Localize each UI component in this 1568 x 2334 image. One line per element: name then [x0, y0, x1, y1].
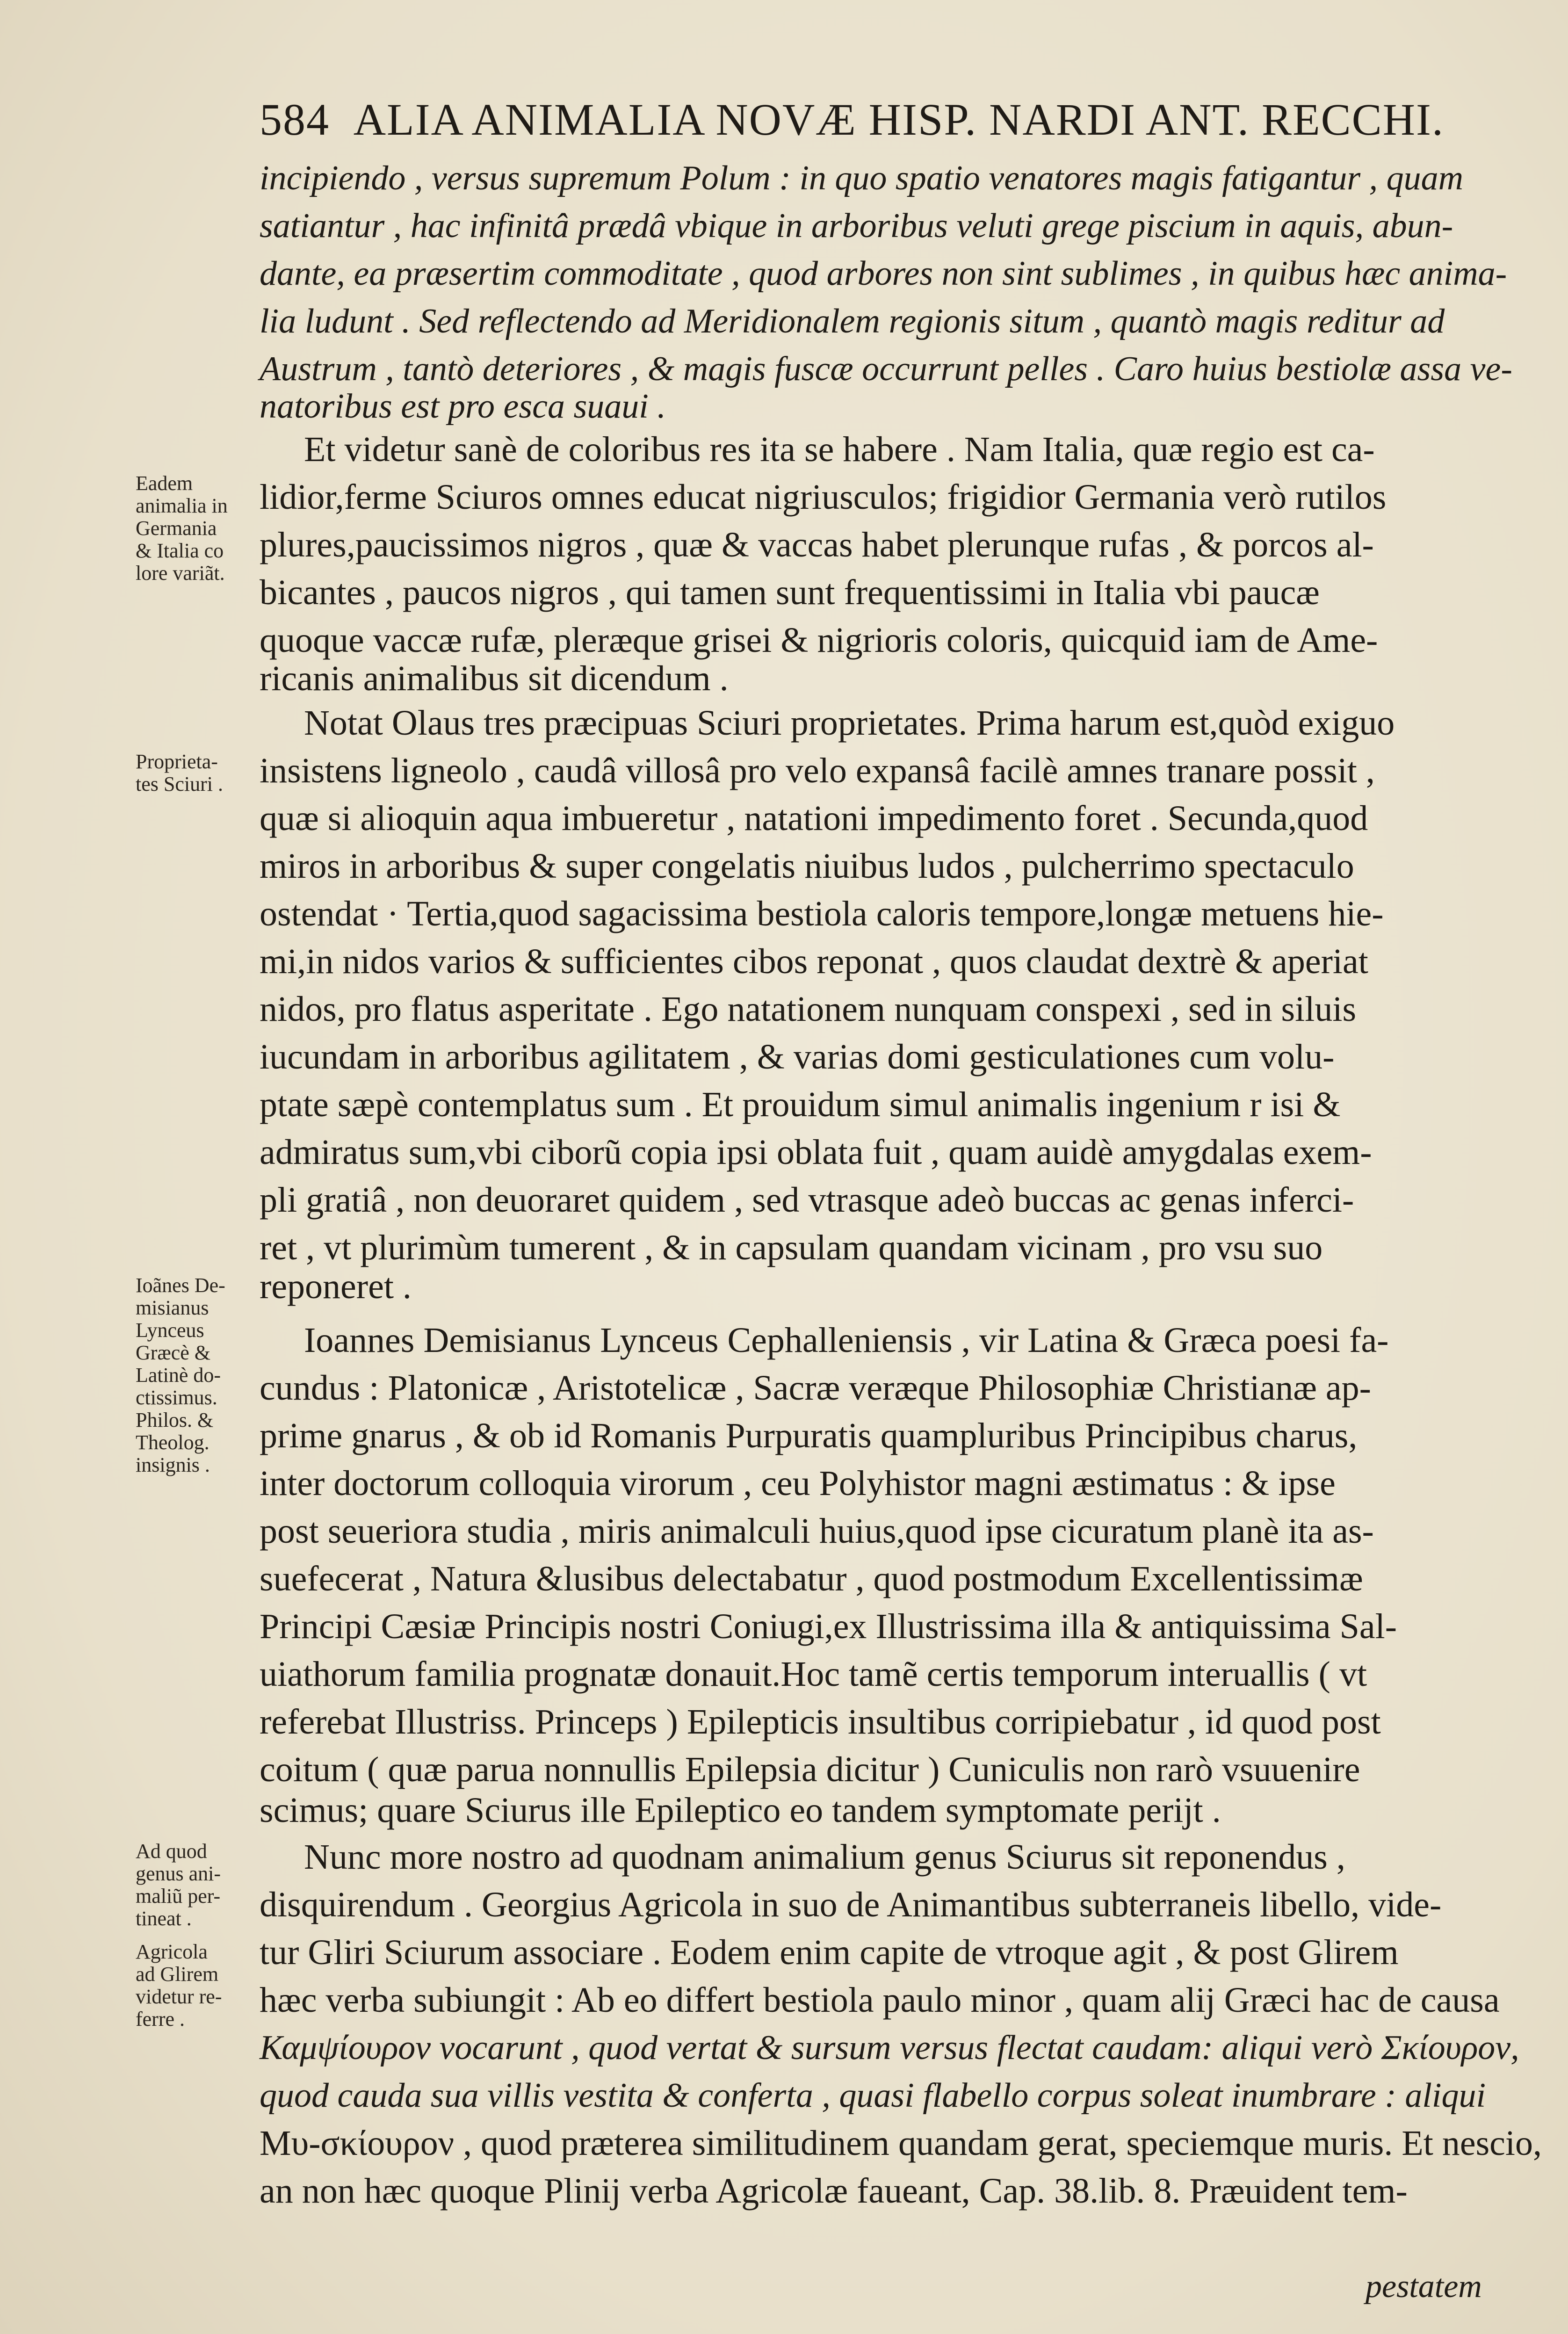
text-line: quæ si alioquin aqua imbueretur , natationi impedimento foret . Secunda,quod — [260, 799, 1368, 838]
margin-note-line: Philos. & — [136, 1409, 214, 1431]
text-line: scimus; quare Sciurus ille Epileptico eo tandem symptomate perijt . — [260, 1791, 1221, 1830]
text-line: satiantur , hac infinitâ prædâ vbique in arboribus veluti grege piscium in aquis, abun- — [260, 207, 1453, 245]
running-header — [260, 94, 1452, 145]
margin-note-line: Ad quod — [136, 1840, 207, 1863]
margin-note-line: insignis . — [136, 1453, 210, 1476]
catchword: pestatem — [1366, 2269, 1482, 2305]
margin-note-line: lore variãt. — [136, 562, 225, 585]
margin-note-line: Eadem — [136, 472, 193, 495]
margin-note-line: maliũ per- — [136, 1885, 221, 1908]
text-line: Nunc more nostro ad quodnam animalium genus Sciurus sit reponendus , — [304, 1837, 1345, 1877]
margin-note-line: Agricola — [136, 1940, 208, 1963]
text-line: bicantes , paucos nigros , qui tamen sunt frequentissimi in Italia vbi paucæ — [260, 573, 1320, 612]
page-number: 584 — [260, 94, 330, 145]
text-line: quod cauda sua villis vestita & conferta , quasi flabello corpus soleat inumbrare : aliqui — [260, 2076, 1486, 2115]
text-line: disquirendum . Georgius Agricola in suo de Animantibus subterraneis libello, vide- — [260, 1885, 1442, 1924]
text-line: iucundam in arboribus agilitatem , & varias domi gesticulationes cum volu- — [260, 1037, 1335, 1077]
text-line: miros in arboribus & super congelatis niuibus ludos , pulcherrimo spectaculo — [260, 846, 1354, 886]
margin-note-line: Proprieta- — [136, 750, 218, 773]
text-line: pli gratiâ , non deuoraret quidem , sed vtrasque adeò buccas ac genas inferci- — [260, 1180, 1354, 1220]
text-line: quoque vaccæ rufæ, pleræque grisei & nigrioris coloris, quicquid iam de Ame- — [260, 621, 1378, 660]
margin-note-line: genus ani- — [136, 1862, 221, 1885]
text-line: plures,paucissimos nigros , quæ & vaccas habet plerunque rufas , & porcos al- — [260, 525, 1374, 564]
text-line: Μυ-σκίουρον , quod præterea similitudinem quandam gerat, speciemque muris. Et nescio, — [260, 2124, 1542, 2163]
text-line: inter doctorum colloquia virorum , ceu Polyhistor magni æstimatus : & ipse — [260, 1464, 1336, 1503]
text-line: suefecerat , Natura &lusibus delectabatur , quod postmodum Excellentissimæ — [260, 1559, 1363, 1598]
margin-note-line: tes Sciuri . — [136, 773, 223, 795]
text-line: tur Gliri Sciurum associare . Eodem enim capite de vtroque agit , & post Glirem — [260, 1933, 1399, 1972]
text-line: dante, ea præsertim commoditate , quod arbores non sint sublimes , in quibus hæc anima- — [260, 254, 1507, 293]
margin-note-colors — [136, 472, 262, 585]
margin-note-line: animalia in — [136, 494, 228, 517]
text-line: lia ludunt . Sed reflectendo ad Meridionalem regionis situm , quantò magis reditur ad — [260, 302, 1445, 340]
margin-note-demisianus — [136, 1274, 262, 1476]
text-line: incipiendo , versus supremum Polum : in quo spatio venatores magis fatigantur , quam — [260, 159, 1464, 197]
margin-note-line: ad Glirem — [136, 1963, 219, 1986]
text-line: reponeret . — [260, 1267, 412, 1306]
margin-note-line: misianus — [136, 1296, 209, 1319]
text-line: Ioannes Demisianus Lynceus Cephalleniensis , vir Latina & Græca poesi fa- — [304, 1321, 1389, 1360]
margin-note-line: Germania — [136, 517, 217, 540]
running-title: ALIA ANIMALIA NOVÆ HISP. NARDI ANT. RECCHI. — [353, 94, 1444, 145]
margin-note-line: Lynceus — [136, 1319, 204, 1342]
text-line: ptate sæpè contemplatus sum . Et prouidum simul animalis ingenium r isi & — [260, 1085, 1341, 1124]
text-line: mi,in nidos varios & sufficientes cibos reponat , quos claudat dextrè & aperiat — [260, 942, 1368, 981]
text-line: referebat Illustriss. Princeps ) Epilepticis insultibus corripiebatur , id quod post — [260, 1702, 1381, 1741]
margin-note-line: Latinè do- — [136, 1364, 221, 1387]
text-line: an non hæc quoque Plinij verba Agricolæ faueant, Cap. 38.lib. 8. Præuident tem- — [260, 2171, 1408, 2211]
margin-note-line: tineat . — [136, 1907, 192, 1930]
text-line: post seueriora studia , miris animalculi huius,quod ipse cicuratum planè ita as- — [260, 1511, 1374, 1551]
margin-note-agricola — [136, 1941, 262, 2031]
text-line: uiathorum familia prognatæ donauit.Hoc tamẽ certis temporum interuallis ( vt — [260, 1655, 1367, 1694]
text-line: Austrum , tantò deteriores , & magis fuscæ occurrunt pelles . Caro huius bestiolæ assa ve- — [260, 350, 1512, 388]
margin-note-line: Theolog. — [136, 1431, 210, 1454]
margin-note-line: & Italia co — [136, 539, 224, 562]
text-line: natoribus est pro esca suaui . — [260, 387, 666, 426]
text-line: admiratus sum,vbi ciborũ copia ipsi oblata fuit , quam auidè amygdalas exem- — [260, 1133, 1372, 1172]
text-line: coitum ( quæ parua nonnullis Epilepsia dicitur ) Cuniculis non rarò vsuuenire — [260, 1750, 1360, 1789]
text-line: Notat Olaus tres præcipuas Sciuri proprietates. Prima harum est,quòd exiguo — [304, 703, 1395, 743]
text-line: cundus : Platonicæ , Aristotelicæ , Sacræ veræque Philosophiæ Christianæ ap- — [260, 1368, 1371, 1408]
text-line: ret , vt plurimùm tumerent , & in capsulam quandam vicinam , pro vsu suo — [260, 1228, 1323, 1267]
text-line: nidos, pro flatus asperitate . Ego natationem nunquam conspexi , sed in siluis — [260, 990, 1357, 1029]
text-line: Καμψίουρον vocarunt , quod vertat & sursum versus flectat caudam: aliqui verò Σκίουρον, — [260, 2029, 1519, 2067]
text-line: insistens ligneolo , caudâ villosâ pro velo expansâ facilè amnes tranare possit , — [260, 751, 1375, 790]
margin-note-line: ctissimus. — [136, 1386, 217, 1409]
text-line: ostendat · Tertia,quod sagacissima bestiola caloris tempore,longæ metuens hie- — [260, 894, 1384, 933]
margin-note-line: videtur re- — [136, 1985, 222, 2008]
text-line: Principi Cæsiæ Principis nostri Coniugi,ex Illustrissima illa & antiquissima Sal- — [260, 1607, 1397, 1646]
margin-note-line: Græcè & — [136, 1341, 211, 1364]
text-line: hæc verba subiungit : Ab eo differt bestiola paulo minor , quam alij Græci hac de causa — [260, 1980, 1500, 2020]
text-line: ricanis animalibus sit dicendum . — [260, 659, 729, 698]
text-line: Et videtur sanè de coloribus res ita se habere . Nam Italia, quæ regio est ca- — [304, 430, 1375, 469]
text-line: prime gnarus , & ob id Romanis Purpuratis quampluribus Principibus charus, — [260, 1416, 1358, 1455]
margin-note-line: ferre . — [136, 2008, 185, 2031]
text-line: lidior,ferme Sciuros omnes educat nigriusculos; frigidior Germania verò rutilos — [260, 477, 1387, 517]
margin-note-properties — [136, 751, 262, 795]
margin-note-line: Ioãnes De- — [136, 1274, 225, 1297]
margin-note-genus — [136, 1840, 262, 1930]
